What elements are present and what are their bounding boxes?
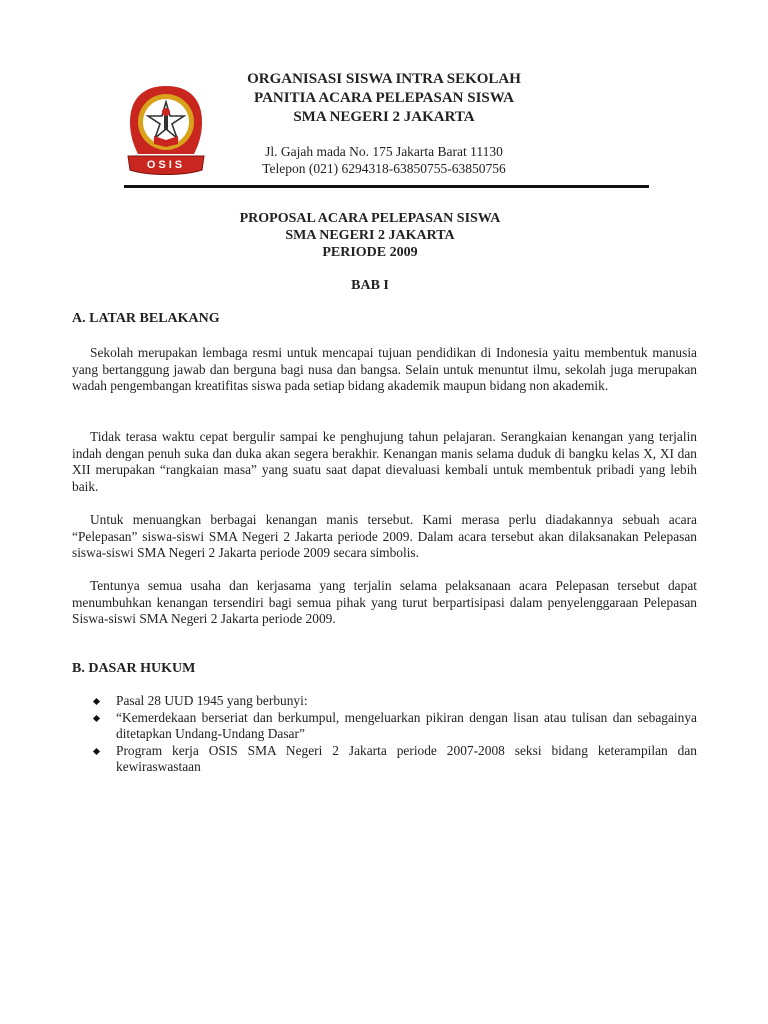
proposal-title xyxy=(0,210,740,261)
bullet-diamond-icon xyxy=(93,748,100,755)
org-line-2: PANITIA ACARA PELEPASAN SISWA xyxy=(254,90,514,106)
list-item xyxy=(72,693,697,710)
contact-block xyxy=(200,143,568,177)
list-item-text: Pasal 28 UUD 1945 yang berbunyi: xyxy=(116,693,308,708)
list-item xyxy=(72,710,697,743)
section-b-heading: B. DASAR HUKUM xyxy=(72,661,196,676)
header-divider xyxy=(124,185,649,188)
osis-logo xyxy=(124,84,208,178)
paragraph-2-text: Tidak terasa waktu cepat bergulir sampai ke penghujung tahun pelajaran. Serangkaian kenangan yang terjalin indah dengan penuh suka dan duka akan segera berakhir. Kenangan manis selama duduk di bangku kelas X, XI dan XII merupakan “rangkaian masa” yang suatu saat dapat dievaluasi kembali untuk membentuk pribadi yang lebih baik. xyxy=(72,429,697,494)
title-line-1: PROPOSAL ACARA PELEPASAN SISWA xyxy=(239,211,501,226)
title-line-3: PERIODE 2009 xyxy=(322,245,418,260)
paragraph-1 xyxy=(72,345,697,395)
paragraph-4-text: Tentunya semua usaha dan kerjasama yang terjalin selama pelaksanaan acara Pelepasan tersebut dapat menumbuhkan kenangan tersendiri bagi semua pihak yang turut berpartisipasi dalam penyelenggaraan Pelepasan Siswa-siswi SMA Negeri 2 Jakarta periode 2009. xyxy=(72,578,697,627)
section-a-heading: A. LATAR BELAKANG xyxy=(72,311,220,326)
paragraph-2 xyxy=(72,429,697,495)
paragraph-4 xyxy=(72,578,697,628)
paragraph-1-text: Sekolah merupakan lembaga resmi untuk mencapai tujuan pendidikan di Indonesia yaitu membentuk manusia yang bertanggung jawab dan berguna bagi nusa dan bangsa. Selain untuk menuntut ilmu, sekolah juga merupakan wadah pengembangan kreatifitas siswa pada setiap bidang akademik maupun bidang non akademik. xyxy=(72,345,697,394)
legal-basis-list xyxy=(72,693,697,776)
org-line-1: ORGANISASI SISWA INTRA SEKOLAH xyxy=(247,71,521,87)
org-line-3: SMA NEGERI 2 JAKARTA xyxy=(293,109,475,125)
address-line: Jl. Gajah mada No. 175 Jakarta Barat 11130 xyxy=(265,144,503,159)
chapter-heading: BAB I xyxy=(351,278,389,293)
paragraph-3-text: Untuk menuangkan berbagai kenangan manis tersebut. Kami merasa perlu diadakannya sebuah acara “Pelepasan” siswa-siswi SMA Negeri 2 Jakarta periode 2009. Dalam acara tersebut akan dilaksanakan Pelepasan siswa-siswi SMA Negeri 2 Jakarta periode 2009 secara simbolis. xyxy=(72,512,697,561)
list-item-text: Program kerja OSIS SMA Negeri 2 Jakarta periode 2007-2008 seksi bidang keterampilan dan kewiraswastaan xyxy=(116,742,697,775)
list-item-text: “Kemerdekaan berseriat dan berkumpul, mengeluarkan pikiran dengan lisan atau tulisan dan sebagainya ditetapkan Undang-Undang Dasar” xyxy=(116,709,697,742)
bullet-diamond-icon xyxy=(93,698,100,705)
title-line-2: SMA NEGERI 2 JAKARTA xyxy=(285,228,455,243)
organization-header xyxy=(200,70,568,127)
list-item xyxy=(72,743,697,776)
bullet-diamond-icon xyxy=(93,715,100,722)
phone-line: Telepon (021) 6294318-63850755-63850756 xyxy=(262,161,506,176)
logo-text: OSIS xyxy=(146,159,186,171)
paragraph-3 xyxy=(72,512,697,562)
